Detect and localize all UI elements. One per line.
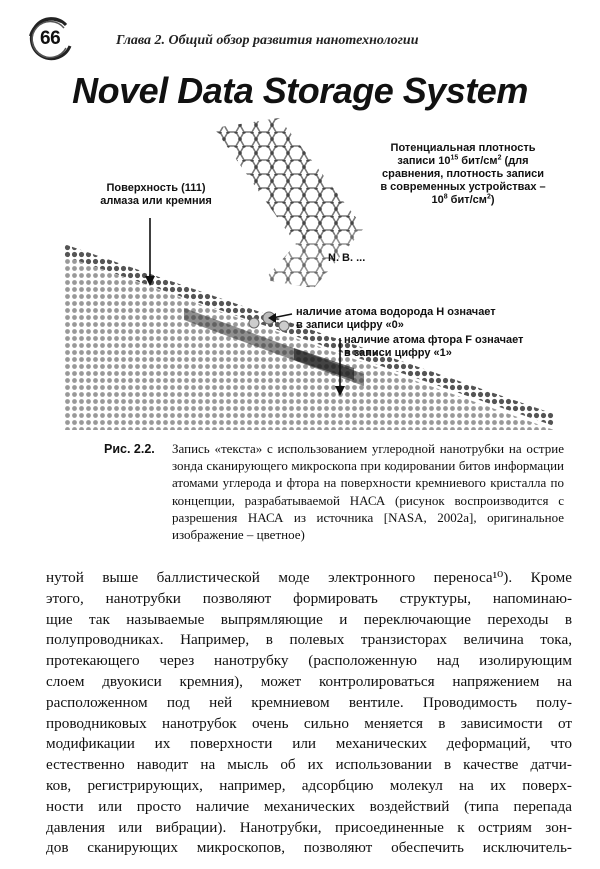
body-line: естественно наводит на мысль об их использовании в качестве датчи- bbox=[46, 756, 572, 774]
body-line: дов сканирующих микроскопов, позволяют обеспечить исключитель- bbox=[46, 839, 572, 857]
body-text bbox=[46, 568, 572, 859]
hydrogen-annotation: наличие атома водорода H означает в записи цифру «0» bbox=[296, 306, 496, 331]
body-line: давления или вибрации). Нанотрубки, присоединенные к остриям зон- bbox=[46, 818, 572, 836]
page-number: 66 bbox=[40, 28, 61, 49]
body-line: этого, нанотрубки позволяют формировать структуры, напоминаю- bbox=[46, 589, 572, 607]
body-line: щие так называемые выпрямляющие и переключающие переходы в bbox=[46, 610, 572, 628]
body-line: ков, регистрирующих, например, адсорбцию молекул на их поверх- bbox=[46, 776, 572, 794]
body-line: нутой выше баллистической моде электронного переноса¹⁰). Кроме bbox=[46, 569, 572, 586]
body-line: расположенном под ней кремниевом вентиле. Проводимость полу- bbox=[46, 693, 572, 711]
body-line: полупроводниках. Например, в полевых транзисторах величина тока, bbox=[46, 631, 572, 649]
page-header bbox=[26, 16, 574, 62]
density-annotation: Потенциальная плотность записи $10^{15}$ бит/$см^2$ (для сравнения, плотность записи в современных устройствах – $10^8$ бит/$см^2$) bbox=[380, 142, 546, 206]
body-line: ности или просто наличие механических воздействий (типа перепада bbox=[46, 797, 572, 815]
caption-label: Рис. 2.2. bbox=[104, 442, 155, 456]
running-head: Глава 2. Общий обзор развития нанотехнологии bbox=[116, 33, 419, 48]
figure-title: Novel Data Storage System bbox=[72, 70, 528, 111]
nanotube bbox=[214, 118, 364, 331]
body-line: протекающего через нанотрубку (расположенную над изолирующим bbox=[46, 652, 572, 670]
nb-annotation: N. B. ... bbox=[328, 252, 366, 264]
caption-text: Запись «текста» с использованием углеродной нанотрубки на острие зонда сканирующего микроскопа при кодировании битов информации атомами углерода и фтора на поверхности кремниевого кристалла по концепции, разрабатываемой НАСА (рисунок воспроизводится с разрешения НАСА из источника [NASA, 2002a], оригинальное изображение – цветное) bbox=[172, 441, 564, 543]
body-line: проводниковых нанотрубок очень сильно меняется в зависимости от bbox=[46, 714, 572, 732]
fluorine-annotation: наличие атома фтора F означает в записи цифру «1» bbox=[344, 334, 524, 359]
body-line: модификации их поверхности или механических деформаций, что bbox=[46, 735, 572, 753]
surface-annotation: Поверхность (111) алмаза или кремния bbox=[100, 182, 212, 207]
body-line: слоем двуокиси кремния), может контролироваться напряжением на bbox=[46, 672, 572, 690]
